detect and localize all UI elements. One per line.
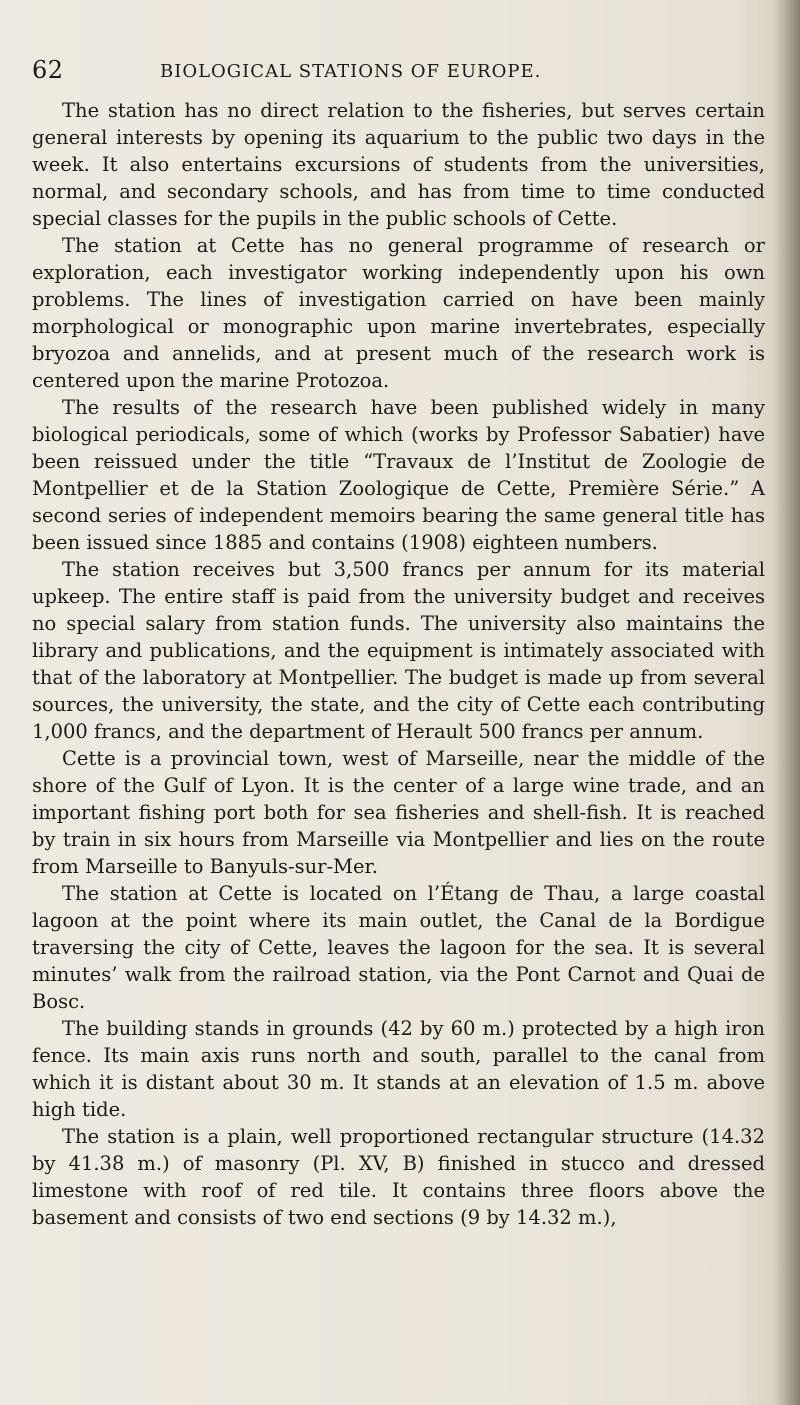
paragraph-research-programme: The station at Cette has no general programme of research or exploration, each investigator working independently upon his own problems. The lines of investigation carried on have been mainly morphological or monographic upon marine invertebrates, especially bryozoa and annelids, and at present much of the research work is centered upon the marine Protozoa. (32, 234, 765, 392)
page-binding-shadow (774, 0, 800, 1405)
paragraph-budget: The station receives but 3,500 francs per annum for its material upkeep. The entire staff is paid from the university budget and receives no special salary from station funds. The university also maintains the library and publications, and the equipment is intimately associated with that of the laboratory at Montpellier. The budget is made up from several sources, the university, the state, and the city of Cette each contributing 1,000 francs, and the department of Herault 500 francs per annum. (32, 558, 765, 743)
body-text (32, 97, 765, 1231)
paragraph-cette-town: Cette is a provincial town, west of Marseille, near the middle of the shore of the Gulf of Lyon. It is the center of a large wine trade, and an important fishing port both for sea fisheries and shell-fish. It is reached by train in six hours from Marseille via Montpellier and lies on the route from Marseille to Banyuls-sur-Mer. (32, 747, 765, 878)
page-number: 62 (32, 56, 64, 84)
paragraph-publications: The results of the research have been published widely in many biological periodicals, some of which (works by Professor Sabatier) have been reissued under the title “Travaux de l’Institut de Zoologie de Montpellier et de la Station Zoologique de Cette, Première Série.” A second series of independent memoirs bearing the same general title has been issued since 1885 and contains (1908) eighteen numbers. (32, 396, 765, 554)
paragraph-grounds: The building stands in grounds (42 by 60 m.) protected by a high iron fence. Its main axis runs north and south, parallel to the canal from which it is distant about 30 m. It stands at an elevation of 1.5 m. above high tide. (32, 1017, 765, 1121)
paragraph-station-location: The station at Cette is located on l’Étang de Thau, a large coastal lagoon at the point where its main outlet, the Canal de la Bordigue traversing the city of Cette, leaves the lagoon for the sea. It is several minutes’ walk from the railroad station, via the Pont Carnot and Quai de Bosc. (32, 882, 765, 1013)
paragraph-building-structure: The station is a plain, well proportioned rectangular structure (14.32 by 41.38 m.) of masonry (Pl. XV, B) finished in stucco and dressed limestone with roof of red tile. It contains three floors above the basement and consists of two end sections (9 by 14.32 m.), (32, 1125, 765, 1229)
page-header (0, 56, 780, 86)
running-head: BIOLOGICAL STATIONS OF EUROPE. (160, 61, 542, 82)
paragraph-fisheries-relation: The station has no direct relation to the fisheries, but serves certain general interests by opening its aquarium to the public two days in the week. It also entertains excursions of students from the universities, normal, and secondary schools, and has from time to time conducted special classes for the pupils in the public schools of Cette. (32, 99, 765, 230)
